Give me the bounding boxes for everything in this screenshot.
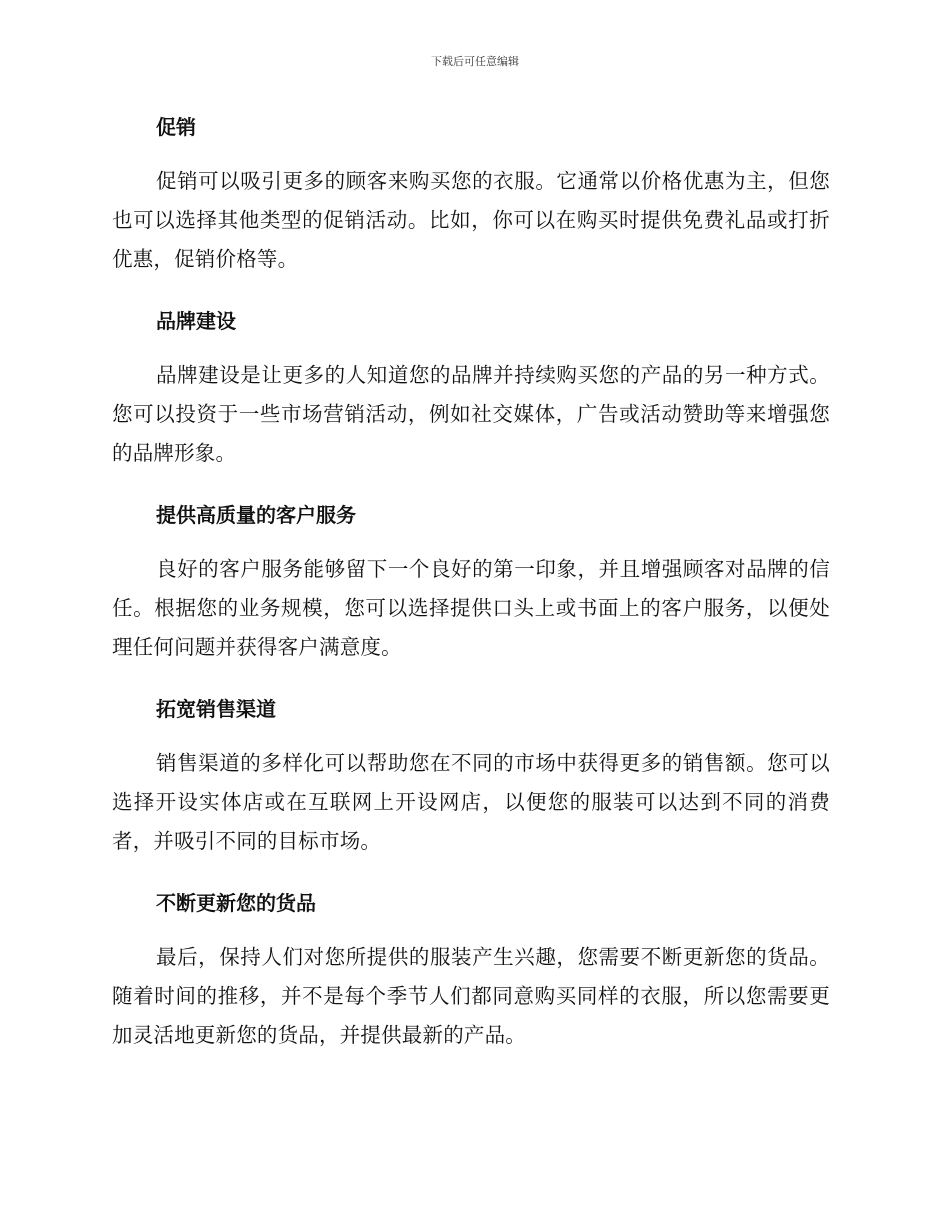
- section-heading: 提供高质量的客户服务: [156, 503, 356, 527]
- section-brand-building: [112, 302, 830, 473]
- section-promotion: [112, 108, 830, 279]
- section-paragraph: 品牌建设是让更多的人知道您的品牌并持续购买您的产品的另一种方式。您可以投资于一些市场营销活动，例如社交媒体，广告或活动赞助等来增强您的品牌形象。: [112, 363, 830, 465]
- section-paragraph: 销售渠道的多样化可以帮助您在不同的市场中获得更多的销售额。您可以选择开设实体店或在互联网上开设网店，以便您的服装可以达到不同的消费者，并吸引不同的目标市场。: [112, 751, 830, 853]
- section-customer-service: [112, 496, 830, 667]
- section-heading: 拓宽销售渠道: [156, 697, 276, 721]
- section-paragraph: 促销可以吸引更多的顾客来购买您的衣服。它通常以价格优惠为主，但您也可以选择其他类型的促销活动。比如，你可以在购买时提供免费礼品或打折优惠，促销价格等。: [112, 169, 830, 271]
- section-heading: 促销: [156, 115, 196, 139]
- section-heading: 不断更新您的货品: [156, 891, 316, 915]
- section-update-products: [112, 884, 830, 1055]
- section-sales-channels: [112, 690, 830, 861]
- section-paragraph: 良好的客户服务能够留下一个良好的第一印象，并且增强顾客对品牌的信任。根据您的业务规模，您可以选择提供口头上或书面上的客户服务，以便处理任何问题并获得客户满意度。: [112, 557, 830, 659]
- section-paragraph: 最后，保持人们对您所提供的服装产生兴趣，您需要不断更新您的货品。随着时间的推移，并不是每个季节人们都同意购买同样的衣服，所以您需要更加灵活地更新您的货品，并提供最新的产品。: [112, 945, 830, 1047]
- page-header-note: 下载后可任意编辑: [431, 55, 519, 68]
- document-body: [112, 108, 830, 1078]
- section-heading: 品牌建设: [156, 309, 236, 333]
